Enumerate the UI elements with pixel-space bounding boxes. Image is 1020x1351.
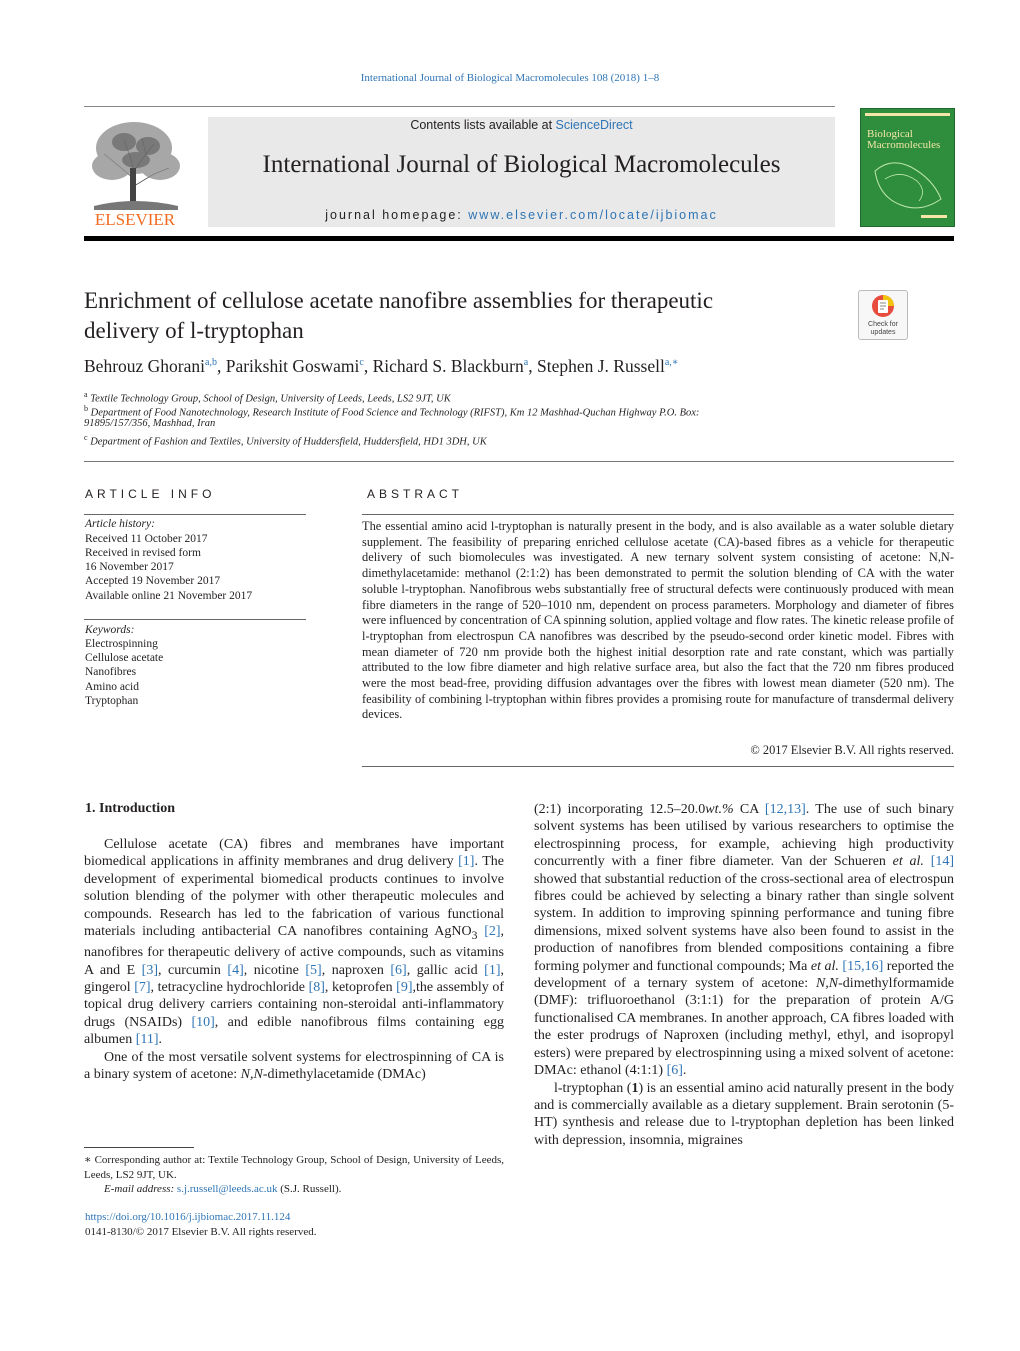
text-run: . xyxy=(682,1063,687,1079)
article-title-line-1: Enrichment of cellulose acetate nanofibre assemblies for therapeutic xyxy=(84,288,714,313)
article-info-rule xyxy=(84,514,306,515)
author-name[interactable]: Behrouz Ghorani xyxy=(84,356,206,376)
text-run: -dimethylformamide (DMF): trifluoroethanol (3:1:1) for the preparation of protein A/G functionalised CA membranes. In another approach, CA fibres loaded with the ester prodrugs of Naproxen (including methyl, ethyl, and isopropyl esters) were prepared by electrospinning using a mixed solvent of acetone: DMAc: ethanol (4:1:1) xyxy=(534,976,954,1079)
elsevier-logo[interactable] xyxy=(84,116,187,228)
author-affiliation-mark[interactable]: a,b xyxy=(205,357,217,369)
text-run: One of the most versatile solvent systems for electrospinning of CA is a binary system of acetone: xyxy=(84,1049,504,1083)
italic-run: N,N xyxy=(815,976,839,992)
affiliation-mark: a xyxy=(84,390,88,399)
text-run: , nanofibres for therapeutic delivery of active compounds, such as vitamins A and E xyxy=(84,924,505,978)
citation-link[interactable]: [7] xyxy=(134,980,151,996)
abstract-copyright: © 2017 Elsevier B.V. All rights reserved. xyxy=(750,743,954,757)
body-right-column xyxy=(534,801,954,1149)
text-run: , naproxen xyxy=(321,962,391,978)
journal-reference[interactable]: International Journal of Biological Macromolecules 108 (2018) 1–8 xyxy=(360,72,660,84)
article-info-heading: ARTICLE INFO xyxy=(85,487,216,501)
italic-run: N,N xyxy=(240,1067,263,1083)
affiliation-text: Department of Food Nanotechnology, Research Institute of Food Science and Technology (RIFST), Km 12 Mashhad-Quchan Highway P.O. Box: xyxy=(90,407,700,419)
history-item: Received 11 October 2017 xyxy=(85,533,208,545)
contents-prefix: Contents lists available at xyxy=(410,118,556,132)
citation-link[interactable]: [1] xyxy=(458,854,475,870)
citation-link[interactable]: [4] xyxy=(227,962,244,978)
affiliation-a xyxy=(84,390,954,405)
journal-title: International Journal of Biological Macromolecules xyxy=(262,151,781,178)
text-run: , gallic acid xyxy=(406,962,485,978)
email-suffix: (S.J. Russell). xyxy=(277,1183,342,1195)
text-run: , nicotine xyxy=(243,962,306,978)
elsevier-wordmark: ELSEVIER xyxy=(94,210,176,228)
email-label: E-mail address: xyxy=(104,1183,177,1195)
doi-link[interactable]: https://doi.org/10.1016/j.ijbiomac.2017.11.124 xyxy=(85,1211,291,1223)
text-run: (2:1) incorporating 12.5–20.0 xyxy=(534,802,706,817)
header-top-rule xyxy=(84,106,835,107)
abstract-text: The essential amino acid l-tryptophan is naturally present in the body, and is also available as a water soluble dietary supplement. The feasibility of preparing enriched cellulose acetate (CA)-based fibres as a vehicle for therapeutic delivery of such biomolecules was investigated. A new ternary solvent system consisting of acetone: N,N-dimethylacetamide: methanol (2:1:2) has been demonstrated to permit the solution blending of CA with the water soluble l-tryptophan. Nanofibrous webs substantially free of structural defects were continuously produced with mean fibre diameters in the range of 520–1010 nm, dependent on process parameters. Morphology and diameter of fibres were influenced by concentration of CA spinning solution, applied voltage and flow rates. The kinetic release profile of l-tryptophan from electrospun CA nanofibres was described by the pseudo-second order kinetic model. Fibres with mean diameter of 720 nm provide both the highest initial desorption rate and rate constant, which was partially attributed to the low fibre diameter and high relative surface area, but also the fact that the 720 nm fibres produced were the most bead-free, providing diffusion advantages over the fibres with lowest mean diameter (520 nm). The feasibility of combining l-tryptophan within fibres provides a promising route for manufacture of transdermal delivery devices. xyxy=(362,519,954,722)
history-item: Available online 21 November 2017 xyxy=(85,590,253,602)
check-updates-icon xyxy=(859,291,907,321)
email-link[interactable]: s.j.russell@leeds.ac.uk xyxy=(176,1183,278,1195)
history-label: Article history: xyxy=(85,518,155,530)
check-for-updates-button[interactable] xyxy=(858,290,908,340)
keyword: Tryptophan xyxy=(85,695,139,707)
affiliation-text: Department of Fashion and Textiles, University of Huddersfield, Huddersfield, HD1 3DH, UK xyxy=(90,436,487,448)
author-affiliation-mark[interactable]: c xyxy=(359,357,364,369)
email-line xyxy=(84,1182,504,1197)
journal-cover-thumbnail[interactable] xyxy=(860,108,955,227)
keyword: Amino acid xyxy=(85,681,139,693)
citation-link[interactable]: [3] xyxy=(141,962,158,978)
citation-link[interactable]: [10] xyxy=(191,1014,215,1030)
contents-line xyxy=(208,118,835,132)
abstract-top-rule xyxy=(362,514,954,515)
header-bottom-rule xyxy=(84,236,954,241)
affiliation-c xyxy=(84,433,954,448)
citation-link[interactable]: [9] xyxy=(396,980,413,996)
text-run: l-tryptophan ( xyxy=(554,1080,632,1096)
elsevier-tree-icon xyxy=(84,116,187,228)
abstract-heading: ABSTRACT xyxy=(367,487,464,501)
citation-link[interactable]: [6] xyxy=(390,962,407,978)
citation-link[interactable]: [1] xyxy=(484,962,501,978)
history-item: Received in revised form xyxy=(85,547,201,559)
homepage-prefix: journal homepage: xyxy=(325,208,469,222)
author-name[interactable]: Stephen J. Russell xyxy=(536,356,665,376)
text-run: , ketoprofen xyxy=(324,980,397,996)
text-run: ,the assembly of topical drug delivery carriers containing non-steroidal anti-inflammatory drugs (NSAIDs) xyxy=(84,980,504,1030)
affiliation-b-continued xyxy=(84,418,954,429)
keyword: Electrospinning xyxy=(85,638,158,650)
text-run: Cellulose acetate (CA) fibres and membranes have important biomedical applications in affinity membranes and drug delivery xyxy=(84,837,504,870)
affiliation-text: Textile Technology Group, School of Design, University of Leeds, Leeds, LS2 9JT, UK xyxy=(90,393,451,405)
affiliation-text: 91895/157/356, Mashhad, Iran xyxy=(84,418,216,429)
introduction-heading: 1. Introduction xyxy=(85,801,175,816)
history-item: Accepted 19 November 2017 xyxy=(85,575,221,587)
intro-paragraph xyxy=(84,1049,504,1084)
keywords-label: Keywords: xyxy=(85,624,135,636)
text-run: reported the development of a ternary system of acetone: xyxy=(534,958,955,992)
keyword: Nanofibres xyxy=(85,666,137,678)
citation-link[interactable]: [5] xyxy=(305,962,322,978)
text-run: -dimethylacetamide (DMAc) xyxy=(262,1067,426,1083)
text-run: , tetracycline hydrochloride xyxy=(150,980,309,996)
italic-run: et al. xyxy=(892,854,924,870)
intro-paragraph xyxy=(534,1080,954,1150)
text-run: showed that substantial reduction of the cross-sectional area of electrospun fibres could be achieved by selecting a binary rather than single solvent system. In addition to improving spinning performance and tuning fibre dimensions, mixed solvent systems have also been found to assist in the production of nanofibres from blended compositions containing a fibre forming polymer and functional compounds; Ma xyxy=(534,871,954,974)
author-separator: , xyxy=(363,356,373,376)
compound-number: 1 xyxy=(631,1080,639,1096)
author-list xyxy=(84,356,954,377)
abstract-bottom-rule xyxy=(362,766,954,767)
intro-paragraph xyxy=(534,801,954,1080)
citation-link[interactable]: [6] xyxy=(666,1063,683,1079)
article-title xyxy=(84,286,844,346)
author-name[interactable]: Parikshit Goswami xyxy=(225,356,360,376)
keywords-rule xyxy=(84,619,306,620)
check-updates-label: Check for updates xyxy=(868,321,898,336)
sciencedirect-link[interactable]: ScienceDirect xyxy=(555,118,633,132)
text-run: CA xyxy=(733,802,765,817)
footnote-rule xyxy=(84,1147,194,1148)
article-title-line-2: delivery of l-tryptophan xyxy=(84,318,304,343)
affiliation-mark: c xyxy=(84,433,88,442)
corresponding-author-note: ∗ Corresponding author at: Textile Technology Group, School of Design, University of Leeds, Leeds, LS2 9JT, UK. xyxy=(84,1154,504,1181)
text-run xyxy=(924,854,931,869)
subscript: 3 xyxy=(471,928,478,942)
citation-link[interactable]: [15,16] xyxy=(842,958,884,974)
text-run: . The use of such binary solvent systems has been utilised by various researchers to optimise the electrospinning process, for example, achieving high productivity concurrently with a finer fibre diameter. Van der Schueren xyxy=(534,802,954,870)
citation-link[interactable]: [14] xyxy=(930,854,955,870)
affiliation-rule xyxy=(84,461,954,462)
author-separator: , xyxy=(528,356,537,376)
citation-link[interactable]: [12,13] xyxy=(764,802,806,817)
citation-link[interactable]: [8] xyxy=(308,980,325,996)
italic-run: wt.% xyxy=(705,802,734,817)
corresponding-author-footnote xyxy=(84,1153,504,1197)
citation-link[interactable]: [2] xyxy=(484,924,501,940)
citation-link[interactable]: [11] xyxy=(135,1032,159,1048)
affiliation-b xyxy=(84,404,954,419)
text-run: , and edible nanofibrous films containing egg albumen xyxy=(84,1014,504,1048)
text-run: , curcumin xyxy=(158,962,228,978)
author-affiliation-mark[interactable]: a xyxy=(523,357,529,369)
text-run: . xyxy=(158,1032,163,1048)
issn-copyright: 0141-8130/© 2017 Elsevier B.V. All rights reserved. xyxy=(85,1226,317,1238)
author-name[interactable]: Richard S. Blackburn xyxy=(372,356,524,376)
homepage-link[interactable]: www.elsevier.com/locate/ijbiomac xyxy=(468,208,718,222)
keyword: Cellulose acetate xyxy=(85,652,164,664)
author-separator: , xyxy=(216,356,226,376)
cover-artwork-icon xyxy=(861,109,954,226)
intro-paragraph xyxy=(84,836,504,1049)
body-left-column xyxy=(84,836,504,1083)
text-run: , gingerol xyxy=(84,962,504,996)
author-affiliation-mark[interactable]: a,∗ xyxy=(664,357,679,369)
text-run: ) is an essential amino acid naturally present in the body and is commercially available as a dietary supplement. Brain serotonin (5-HT) synthesis and release due to l-tryptophan depletion has been linked with depression, insomnia, migraines xyxy=(534,1080,954,1148)
history-item: 16 November 2017 xyxy=(85,561,174,573)
text-run: . The development of experimental biomedical products continues to involve solution blending of the polymer with other therapeutic molecules and compounds. Research has led to the fabrication of various functional materials including antibacterial CA nanofibres containing AgNO xyxy=(84,854,505,940)
affiliation-mark: b xyxy=(84,404,88,413)
italic-run: et al. xyxy=(810,958,839,974)
cover-title: Biological Macromolecules xyxy=(867,128,941,151)
journal-homepage-line xyxy=(208,208,835,222)
